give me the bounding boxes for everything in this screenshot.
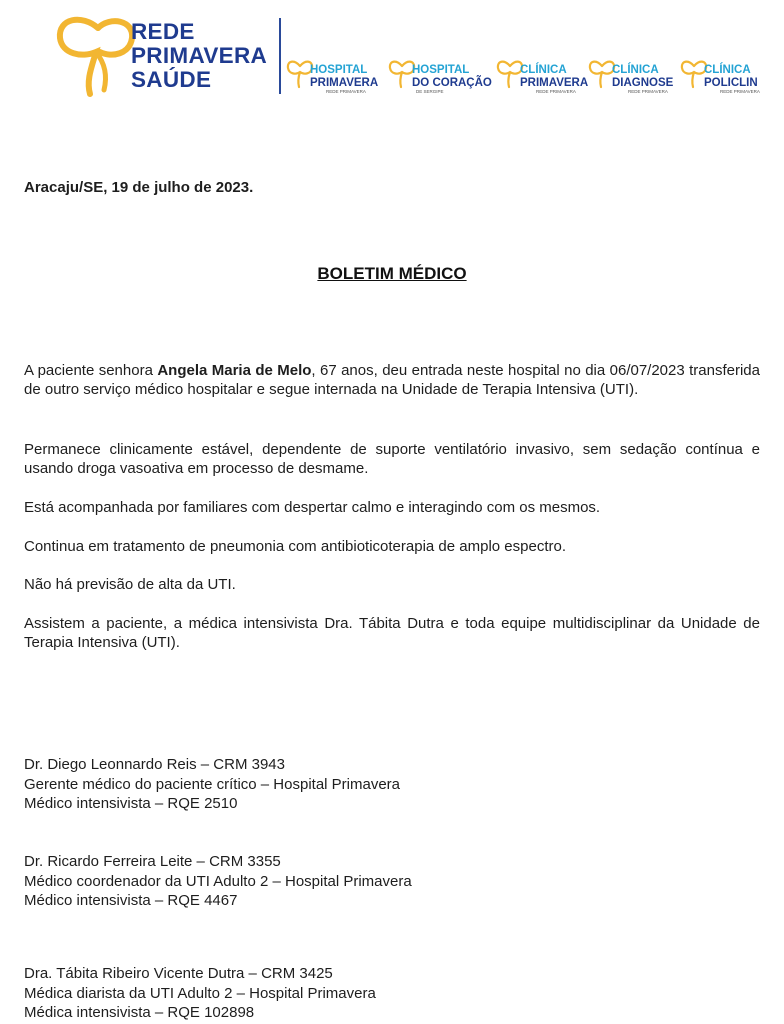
patient-name: Angela Maria de Melo bbox=[157, 362, 312, 379]
unit-line-1: CLÍNICA bbox=[612, 64, 659, 76]
letterhead bbox=[0, 0, 784, 112]
brand-line-2: PRIMAVERA bbox=[131, 43, 268, 68]
paragraph-companions: Está acompanhada por familiares com despertar calmo e interagindo com os mesmos. bbox=[24, 499, 601, 516]
unit-line-1: HOSPITAL bbox=[412, 64, 470, 76]
unit-tag: REDE PRIMAVERA bbox=[326, 89, 366, 94]
unit-line-1: CLÍNICA bbox=[704, 64, 751, 76]
signature-role: Gerente médico do paciente crítico – Hospital Primavera bbox=[24, 775, 401, 793]
paragraph-admission-rest: , 67 anos, deu entrada neste hospital no dia 06/07/2023 transferida de outro serviço médico hospitalar e segue internada na Unidade de Terapia Intensiva (UTI). bbox=[24, 362, 760, 398]
signature-specialty: Médica intensivista – RQE 102898 bbox=[24, 1004, 255, 1021]
signature-name: Dr. Diego Leonnardo Reis – CRM 3943 bbox=[24, 756, 285, 773]
signature-specialty: Médico intensivista – RQE 4467 bbox=[24, 892, 238, 909]
unit-tag: REDE PRIMAVERA bbox=[628, 89, 668, 94]
unit-tag: REDE PRIMAVERA bbox=[720, 89, 760, 94]
brand-line-1: REDE bbox=[131, 19, 195, 44]
document-title: BOLETIM MÉDICO bbox=[317, 264, 467, 283]
paragraph-treatment: Continua em tratamento de pneumonia com antibioticoterapia de amplo espectro. bbox=[24, 538, 566, 555]
unit-line-2: POLICLIN bbox=[704, 77, 758, 89]
signature-role: Médica diarista da UTI Adulto 2 – Hospital Primavera bbox=[24, 984, 376, 1002]
unit-line-2: PRIMAVERA bbox=[520, 77, 589, 89]
signature-block bbox=[24, 964, 376, 1023]
brand-line-3: SAÚDE bbox=[131, 67, 212, 92]
signature-name: Dr. Ricardo Ferreira Leite – CRM 3355 bbox=[24, 853, 281, 870]
unit-line-1: HOSPITAL bbox=[310, 64, 368, 76]
paragraph-discharge: Não há previsão de alta da UTI. bbox=[24, 576, 236, 593]
paragraph-admission-intro: A paciente senhora bbox=[24, 362, 158, 379]
unit-line-2: DIAGNOSE bbox=[612, 77, 674, 89]
unit-line-2: PRIMAVERA bbox=[310, 77, 379, 89]
unit-line-1: CLÍNICA bbox=[520, 64, 567, 76]
document-date: Aracaju/SE, 19 de julho de 2023. bbox=[24, 179, 254, 196]
butterfly-logo-icon bbox=[52, 12, 142, 100]
paragraph-admission bbox=[24, 361, 760, 399]
signature-block bbox=[24, 755, 400, 814]
brand-name bbox=[131, 20, 267, 92]
letterhead-divider bbox=[279, 18, 281, 94]
unit-tag: DE SERGIPE bbox=[416, 89, 444, 94]
signature-specialty: Médico intensivista – RQE 2510 bbox=[24, 795, 238, 812]
signature-name: Dra. Tábita Ribeiro Vicente Dutra – CRM 3425 bbox=[24, 965, 333, 982]
signature-role: Médico coordenador da UTI Adulto 2 – Hospital Primavera bbox=[24, 872, 412, 890]
paragraph-clinical-status: Permanece clinicamente estável, dependente de suporte ventilatório invasivo, sem sedação contínua e usando droga vasoativa em processo de desmame. bbox=[24, 441, 760, 477]
paragraph-care-team: Assistem a paciente, a médica intensivista Dra. Tábita Dutra e toda equipe multidisciplinar da Unidade de Terapia Intensiva (UTI). bbox=[24, 615, 760, 651]
unit-line-2: DO CORAÇÃO bbox=[412, 77, 492, 89]
unit-tag: REDE PRIMAVERA bbox=[536, 89, 576, 94]
signature-block bbox=[24, 852, 412, 911]
